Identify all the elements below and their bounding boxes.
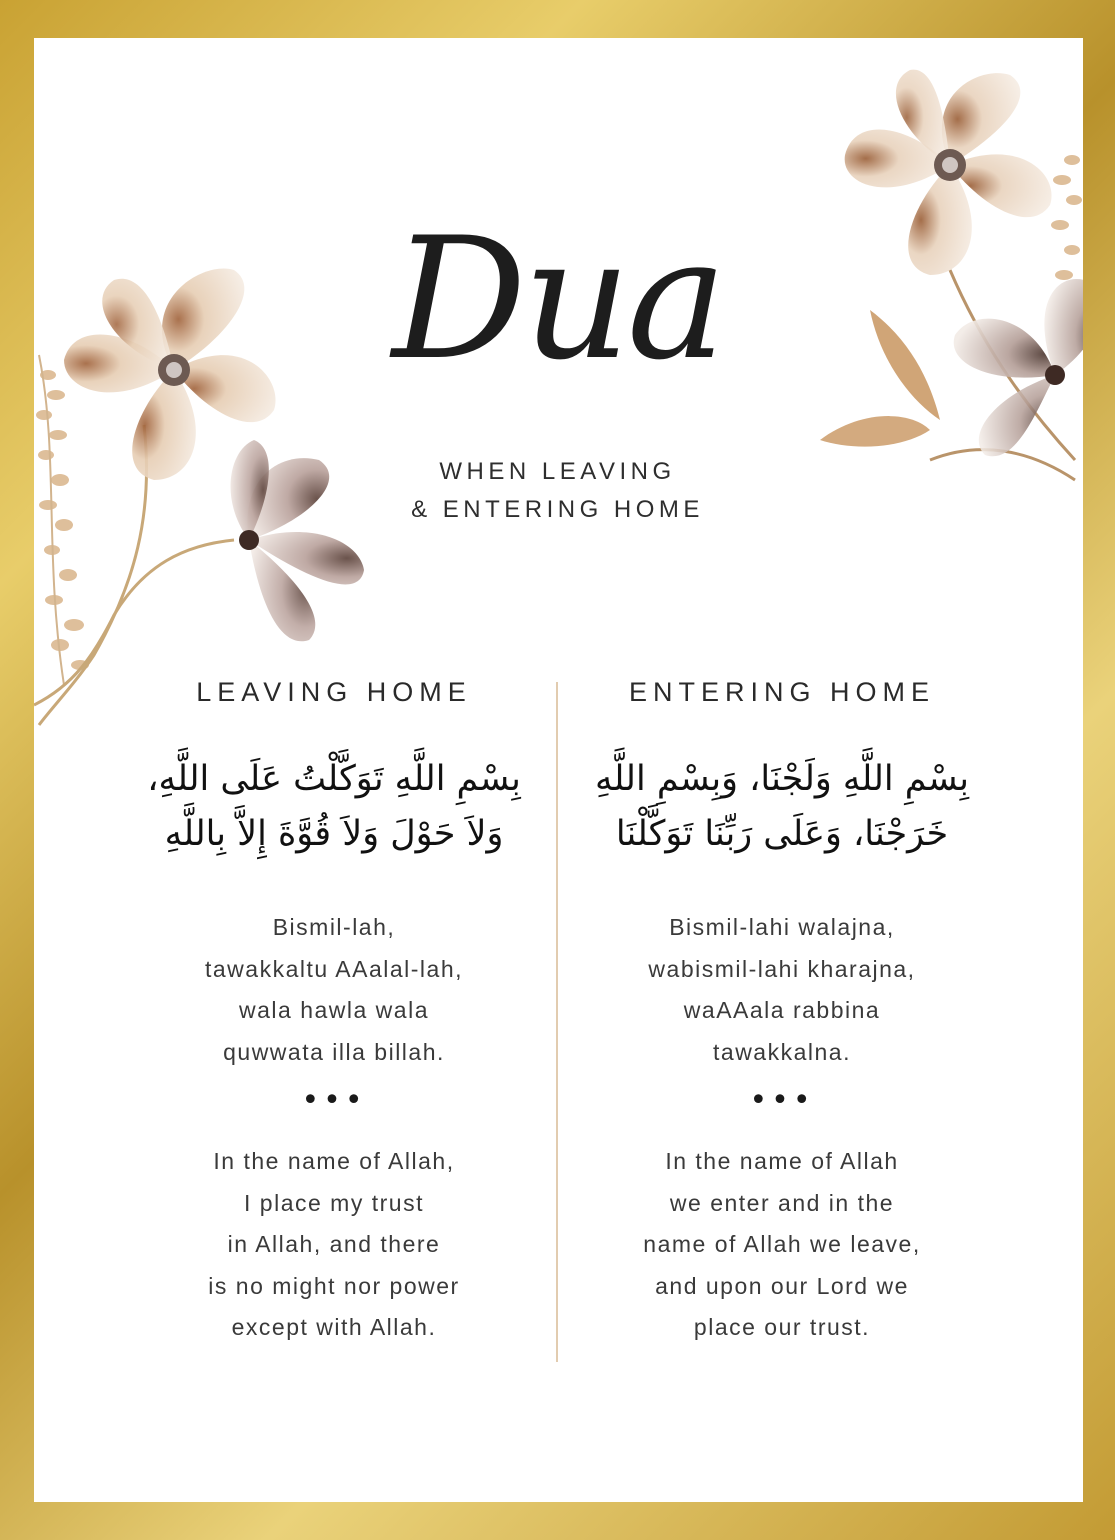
translit-line: waAAala rabbina [683, 997, 881, 1023]
leaving-home-meaning [134, 1141, 534, 1349]
meaning-line: we enter and in the [669, 1189, 895, 1216]
leaving-home-heading: LEAVING HOME [196, 677, 472, 707]
entering-home-heading: ENTERING HOME [628, 677, 935, 707]
translit-line: Bismil-lah, [272, 914, 396, 940]
subtitle-line-1: WHEN LEAVING [439, 458, 676, 485]
meaning-line: place our trust. [693, 1314, 871, 1340]
subtitle-line-2: & ENTERING HOME [411, 496, 704, 523]
entering-home-arabic [552, 752, 1012, 862]
entering-separator: ••• [749, 1083, 815, 1118]
leaving-home-arabic [104, 752, 564, 862]
meaning-line: in Allah, and there [227, 1231, 441, 1257]
leaving-home-transliteration [134, 907, 534, 1073]
translit-line: tawakkalna. [713, 1038, 851, 1065]
entering-home-transliteration [582, 907, 982, 1073]
translit-line: wabismil-lahi kharajna, [648, 955, 916, 982]
translit-line: quwwata illa billah. [223, 1038, 445, 1065]
meaning-line: name of Allah we leave, [643, 1231, 921, 1257]
translit-line: Bismil-lahi walajna, [669, 914, 895, 940]
arabic-line: بِسْمِ اللَّهِ تَوَكَّلْتُ عَلَى اللَّهِ، [147, 759, 521, 799]
arabic-line: بِسْمِ اللَّهِ وَلَجْنَا، وَبِسْمِ اللَّهِ [594, 759, 970, 799]
meaning-line: is no might nor power [208, 1272, 460, 1299]
meaning-line: In the name of Allah, [213, 1148, 455, 1174]
arabic-line: وَلاَ حَوْلَ وَلاَ قُوَّةَ إِلاَّ بِاللَّهِ [164, 814, 504, 854]
translit-line: tawakkaltu AAalal-lah, [204, 955, 463, 982]
meaning-line: In the name of Allah [665, 1148, 899, 1174]
translit-line: wala hawla wala [239, 997, 429, 1023]
arabic-line: خَرَجْنَا، وَعَلَى رَبِّنَا تَوَكَّلْنَا [615, 814, 949, 854]
leaving-separator: ••• [301, 1083, 367, 1118]
entering-home-meaning [582, 1141, 982, 1349]
meaning-line: and upon our Lord we [655, 1272, 909, 1299]
meaning-line: except with Allah. [231, 1314, 437, 1340]
poster-title: Dua [391, 201, 724, 397]
meaning-line: I place my trust [244, 1189, 424, 1216]
